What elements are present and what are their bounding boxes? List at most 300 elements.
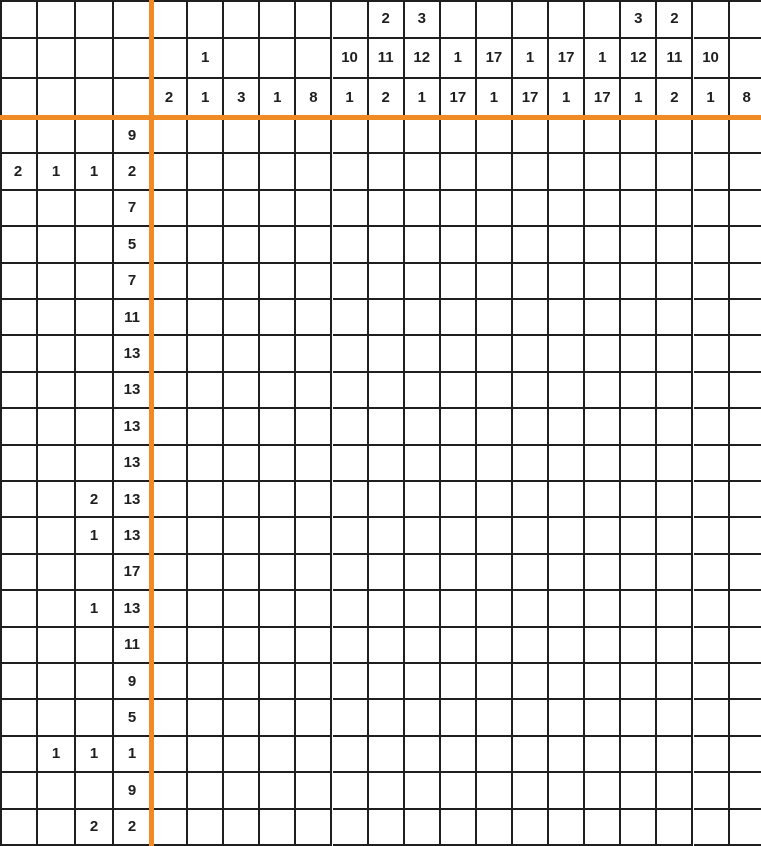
grid-cell[interactable]: [513, 700, 549, 736]
grid-cell[interactable]: [585, 336, 621, 372]
grid-cell[interactable]: [405, 409, 441, 445]
grid-cell[interactable]: [369, 773, 405, 809]
grid-cell[interactable]: [621, 300, 657, 336]
grid-cell[interactable]: [549, 591, 585, 627]
grid-cell[interactable]: [621, 664, 657, 700]
grid-cell[interactable]: [549, 700, 585, 736]
grid-cell[interactable]: [260, 518, 296, 554]
grid-cell[interactable]: [405, 664, 441, 700]
grid-cell[interactable]: [694, 446, 730, 482]
grid-cell[interactable]: [296, 446, 332, 482]
grid-cell[interactable]: [477, 628, 513, 664]
grid-cell[interactable]: [621, 737, 657, 773]
grid-cell[interactable]: [260, 227, 296, 263]
grid-cell[interactable]: [549, 264, 585, 300]
grid-cell[interactable]: [296, 737, 332, 773]
grid-cell[interactable]: [369, 118, 405, 154]
grid-cell[interactable]: [260, 773, 296, 809]
grid-cell[interactable]: [549, 409, 585, 445]
grid-cell[interactable]: [369, 737, 405, 773]
grid-cell[interactable]: [188, 591, 224, 627]
grid-cell[interactable]: [549, 555, 585, 591]
grid-cell[interactable]: [441, 773, 477, 809]
grid-cell[interactable]: [549, 154, 585, 190]
grid-cell[interactable]: [585, 664, 621, 700]
grid-cell[interactable]: [730, 482, 761, 518]
grid-cell[interactable]: [152, 518, 188, 554]
grid-cell[interactable]: [333, 373, 369, 409]
grid-cell[interactable]: [224, 336, 260, 372]
grid-cell[interactable]: [694, 300, 730, 336]
grid-cell[interactable]: [477, 336, 513, 372]
grid-cell[interactable]: [477, 446, 513, 482]
grid-cell[interactable]: [224, 118, 260, 154]
grid-cell[interactable]: [224, 628, 260, 664]
grid-cell[interactable]: [369, 191, 405, 227]
grid-cell[interactable]: [296, 700, 332, 736]
grid-cell[interactable]: [585, 409, 621, 445]
grid-cell[interactable]: [260, 300, 296, 336]
grid-cell[interactable]: [657, 591, 693, 627]
grid-cell[interactable]: [657, 482, 693, 518]
grid-cell[interactable]: [585, 154, 621, 190]
grid-cell[interactable]: [296, 373, 332, 409]
grid-cell[interactable]: [224, 518, 260, 554]
grid-cell[interactable]: [296, 300, 332, 336]
grid-cell[interactable]: [513, 810, 549, 846]
grid-cell[interactable]: [224, 154, 260, 190]
grid-cell[interactable]: [296, 264, 332, 300]
grid-cell[interactable]: [730, 591, 761, 627]
grid-cell[interactable]: [657, 373, 693, 409]
grid-cell[interactable]: [694, 773, 730, 809]
grid-cell[interactable]: [369, 628, 405, 664]
grid-cell[interactable]: [549, 336, 585, 372]
grid-cell[interactable]: [152, 300, 188, 336]
grid-cell[interactable]: [549, 300, 585, 336]
grid-cell[interactable]: [333, 191, 369, 227]
grid-cell[interactable]: [549, 373, 585, 409]
grid-cell[interactable]: [657, 446, 693, 482]
grid-cell[interactable]: [549, 191, 585, 227]
grid-cell[interactable]: [694, 191, 730, 227]
grid-cell[interactable]: [296, 154, 332, 190]
grid-cell[interactable]: [477, 810, 513, 846]
grid-cell[interactable]: [260, 628, 296, 664]
grid-cell[interactable]: [369, 482, 405, 518]
grid-cell[interactable]: [152, 264, 188, 300]
grid-cell[interactable]: [621, 773, 657, 809]
grid-cell[interactable]: [657, 300, 693, 336]
grid-cell[interactable]: [405, 154, 441, 190]
grid-cell[interactable]: [585, 191, 621, 227]
grid-cell[interactable]: [224, 700, 260, 736]
grid-cell[interactable]: [188, 446, 224, 482]
grid-cell[interactable]: [333, 118, 369, 154]
grid-cell[interactable]: [224, 409, 260, 445]
grid-cell[interactable]: [188, 191, 224, 227]
grid-cell[interactable]: [152, 191, 188, 227]
grid-cell[interactable]: [730, 664, 761, 700]
grid-cell[interactable]: [549, 118, 585, 154]
grid-cell[interactable]: [188, 482, 224, 518]
grid-cell[interactable]: [730, 518, 761, 554]
grid-cell[interactable]: [657, 191, 693, 227]
grid-cell[interactable]: [694, 591, 730, 627]
grid-cell[interactable]: [549, 810, 585, 846]
grid-cell[interactable]: [549, 482, 585, 518]
grid-cell[interactable]: [694, 118, 730, 154]
grid-cell[interactable]: [333, 628, 369, 664]
grid-cell[interactable]: [405, 555, 441, 591]
grid-cell[interactable]: [441, 737, 477, 773]
grid-cell[interactable]: [188, 555, 224, 591]
grid-cell[interactable]: [333, 664, 369, 700]
grid-cell[interactable]: [513, 191, 549, 227]
grid-cell[interactable]: [405, 300, 441, 336]
grid-cell[interactable]: [152, 482, 188, 518]
grid-cell[interactable]: [549, 737, 585, 773]
grid-cell[interactable]: [730, 300, 761, 336]
grid-cell[interactable]: [296, 773, 332, 809]
grid-cell[interactable]: [657, 154, 693, 190]
grid-cell[interactable]: [333, 154, 369, 190]
grid-cell[interactable]: [477, 700, 513, 736]
grid-cell[interactable]: [152, 700, 188, 736]
grid-cell[interactable]: [296, 409, 332, 445]
grid-cell[interactable]: [694, 264, 730, 300]
grid-cell[interactable]: [333, 409, 369, 445]
grid-cell[interactable]: [405, 628, 441, 664]
grid-cell[interactable]: [694, 737, 730, 773]
grid-cell[interactable]: [260, 154, 296, 190]
grid-cell[interactable]: [657, 664, 693, 700]
grid-cell[interactable]: [621, 118, 657, 154]
grid-cell[interactable]: [694, 700, 730, 736]
grid-cell[interactable]: [730, 154, 761, 190]
grid-cell[interactable]: [152, 628, 188, 664]
grid-cell[interactable]: [224, 591, 260, 627]
grid-cell[interactable]: [477, 737, 513, 773]
grid-cell[interactable]: [477, 264, 513, 300]
grid-cell[interactable]: [333, 591, 369, 627]
grid-cell[interactable]: [477, 373, 513, 409]
grid-cell[interactable]: [260, 336, 296, 372]
grid-cell[interactable]: [260, 191, 296, 227]
grid-cell[interactable]: [621, 446, 657, 482]
grid-cell[interactable]: [513, 264, 549, 300]
grid-cell[interactable]: [333, 227, 369, 263]
grid-cell[interactable]: [441, 154, 477, 190]
grid-cell[interactable]: [621, 518, 657, 554]
grid-cell[interactable]: [224, 446, 260, 482]
grid-cell[interactable]: [333, 810, 369, 846]
grid-cell[interactable]: [477, 227, 513, 263]
grid-cell[interactable]: [657, 336, 693, 372]
grid-cell[interactable]: [730, 446, 761, 482]
grid-cell[interactable]: [405, 773, 441, 809]
grid-cell[interactable]: [188, 373, 224, 409]
grid-cell[interactable]: [585, 518, 621, 554]
grid-cell[interactable]: [477, 409, 513, 445]
grid-cell[interactable]: [296, 227, 332, 263]
grid-cell[interactable]: [188, 664, 224, 700]
grid-cell[interactable]: [730, 118, 761, 154]
grid-cell[interactable]: [657, 518, 693, 554]
grid-cell[interactable]: [333, 300, 369, 336]
grid-cell[interactable]: [333, 555, 369, 591]
grid-cell[interactable]: [260, 264, 296, 300]
grid-cell[interactable]: [513, 555, 549, 591]
grid-cell[interactable]: [441, 482, 477, 518]
grid-cell[interactable]: [730, 227, 761, 263]
grid-cell[interactable]: [441, 373, 477, 409]
grid-cell[interactable]: [585, 628, 621, 664]
grid-cell[interactable]: [513, 227, 549, 263]
grid-cell[interactable]: [694, 336, 730, 372]
grid-cell[interactable]: [477, 300, 513, 336]
grid-cell[interactable]: [188, 628, 224, 664]
grid-cell[interactable]: [513, 628, 549, 664]
grid-cell[interactable]: [333, 446, 369, 482]
grid-cell[interactable]: [585, 810, 621, 846]
grid-cell[interactable]: [405, 810, 441, 846]
grid-cell[interactable]: [296, 664, 332, 700]
grid-cell[interactable]: [477, 154, 513, 190]
grid-cell[interactable]: [188, 336, 224, 372]
grid-cell[interactable]: [621, 555, 657, 591]
grid-cell[interactable]: [513, 336, 549, 372]
grid-cell[interactable]: [152, 373, 188, 409]
grid-cell[interactable]: [477, 773, 513, 809]
grid-cell[interactable]: [188, 700, 224, 736]
grid-cell[interactable]: [152, 773, 188, 809]
grid-cell[interactable]: [405, 518, 441, 554]
grid-cell[interactable]: [405, 700, 441, 736]
grid-cell[interactable]: [694, 482, 730, 518]
grid-cell[interactable]: [513, 664, 549, 700]
grid-cell[interactable]: [260, 555, 296, 591]
grid-cell[interactable]: [369, 700, 405, 736]
grid-cell[interactable]: [585, 482, 621, 518]
grid-cell[interactable]: [441, 264, 477, 300]
grid-cell[interactable]: [333, 336, 369, 372]
grid-cell[interactable]: [224, 300, 260, 336]
grid-cell[interactable]: [333, 773, 369, 809]
grid-cell[interactable]: [730, 409, 761, 445]
grid-cell[interactable]: [369, 373, 405, 409]
grid-cell[interactable]: [694, 518, 730, 554]
grid-cell[interactable]: [224, 227, 260, 263]
grid-cell[interactable]: [152, 737, 188, 773]
grid-cell[interactable]: [730, 810, 761, 846]
grid-cell[interactable]: [260, 373, 296, 409]
grid-cell[interactable]: [694, 154, 730, 190]
grid-cell[interactable]: [585, 373, 621, 409]
grid-cell[interactable]: [621, 336, 657, 372]
grid-cell[interactable]: [513, 154, 549, 190]
grid-cell[interactable]: [369, 264, 405, 300]
grid-cell[interactable]: [730, 628, 761, 664]
grid-cell[interactable]: [260, 664, 296, 700]
grid-cell[interactable]: [152, 336, 188, 372]
grid-cell[interactable]: [224, 737, 260, 773]
grid-cell[interactable]: [621, 628, 657, 664]
grid-cell[interactable]: [152, 446, 188, 482]
grid-cell[interactable]: [549, 664, 585, 700]
grid-cell[interactable]: [405, 373, 441, 409]
grid-cell[interactable]: [585, 700, 621, 736]
grid-cell[interactable]: [513, 773, 549, 809]
grid-cell[interactable]: [333, 737, 369, 773]
grid-cell[interactable]: [513, 409, 549, 445]
grid-cell[interactable]: [657, 118, 693, 154]
grid-cell[interactable]: [333, 482, 369, 518]
grid-cell[interactable]: [369, 300, 405, 336]
grid-cell[interactable]: [405, 591, 441, 627]
grid-cell[interactable]: [369, 409, 405, 445]
grid-cell[interactable]: [477, 555, 513, 591]
grid-cell[interactable]: [730, 737, 761, 773]
grid-cell[interactable]: [260, 118, 296, 154]
grid-cell[interactable]: [657, 700, 693, 736]
grid-cell[interactable]: [585, 555, 621, 591]
grid-cell[interactable]: [152, 810, 188, 846]
grid-cell[interactable]: [621, 591, 657, 627]
grid-cell[interactable]: [188, 264, 224, 300]
grid-cell[interactable]: [585, 227, 621, 263]
grid-cell[interactable]: [441, 518, 477, 554]
grid-cell[interactable]: [188, 409, 224, 445]
grid-cell[interactable]: [585, 773, 621, 809]
grid-cell[interactable]: [657, 773, 693, 809]
grid-cell[interactable]: [152, 227, 188, 263]
grid-cell[interactable]: [369, 810, 405, 846]
grid-cell[interactable]: [621, 227, 657, 263]
grid-cell[interactable]: [657, 737, 693, 773]
grid-cell[interactable]: [260, 409, 296, 445]
grid-cell[interactable]: [369, 154, 405, 190]
grid-cell[interactable]: [405, 446, 441, 482]
grid-cell[interactable]: [405, 118, 441, 154]
grid-cell[interactable]: [730, 773, 761, 809]
grid-cell[interactable]: [730, 373, 761, 409]
grid-cell[interactable]: [369, 555, 405, 591]
grid-cell[interactable]: [296, 518, 332, 554]
grid-cell[interactable]: [369, 664, 405, 700]
grid-cell[interactable]: [441, 191, 477, 227]
grid-cell[interactable]: [441, 810, 477, 846]
grid-cell[interactable]: [549, 518, 585, 554]
grid-cell[interactable]: [260, 810, 296, 846]
grid-cell[interactable]: [621, 154, 657, 190]
grid-cell[interactable]: [296, 482, 332, 518]
grid-cell[interactable]: [585, 591, 621, 627]
grid-cell[interactable]: [694, 810, 730, 846]
grid-cell[interactable]: [441, 300, 477, 336]
grid-cell[interactable]: [441, 555, 477, 591]
grid-cell[interactable]: [188, 154, 224, 190]
grid-cell[interactable]: [296, 191, 332, 227]
grid-cell[interactable]: [224, 810, 260, 846]
grid-cell[interactable]: [369, 591, 405, 627]
grid-cell[interactable]: [477, 518, 513, 554]
grid-cell[interactable]: [549, 773, 585, 809]
grid-cell[interactable]: [477, 118, 513, 154]
grid-cell[interactable]: [477, 664, 513, 700]
grid-cell[interactable]: [224, 191, 260, 227]
grid-cell[interactable]: [549, 446, 585, 482]
grid-cell[interactable]: [405, 482, 441, 518]
grid-cell[interactable]: [369, 336, 405, 372]
grid-cell[interactable]: [694, 409, 730, 445]
grid-cell[interactable]: [694, 664, 730, 700]
grid-cell[interactable]: [152, 154, 188, 190]
grid-cell[interactable]: [730, 191, 761, 227]
grid-cell[interactable]: [441, 409, 477, 445]
grid-cell[interactable]: [333, 700, 369, 736]
grid-cell[interactable]: [405, 336, 441, 372]
grid-cell[interactable]: [224, 664, 260, 700]
grid-cell[interactable]: [188, 810, 224, 846]
grid-cell[interactable]: [224, 555, 260, 591]
grid-cell[interactable]: [369, 518, 405, 554]
grid-cell[interactable]: [260, 482, 296, 518]
grid-cell[interactable]: [405, 264, 441, 300]
grid-cell[interactable]: [730, 336, 761, 372]
grid-cell[interactable]: [621, 373, 657, 409]
grid-cell[interactable]: [296, 628, 332, 664]
grid-cell[interactable]: [477, 191, 513, 227]
grid-cell[interactable]: [296, 810, 332, 846]
grid-cell[interactable]: [260, 737, 296, 773]
grid-cell[interactable]: [513, 446, 549, 482]
grid-cell[interactable]: [513, 300, 549, 336]
grid-cell[interactable]: [296, 591, 332, 627]
grid-cell[interactable]: [224, 264, 260, 300]
grid-cell[interactable]: [549, 628, 585, 664]
grid-cell[interactable]: [657, 227, 693, 263]
grid-cell[interactable]: [188, 227, 224, 263]
grid-cell[interactable]: [694, 373, 730, 409]
grid-cell[interactable]: [657, 409, 693, 445]
grid-cell[interactable]: [369, 227, 405, 263]
grid-cell[interactable]: [296, 336, 332, 372]
grid-cell[interactable]: [657, 555, 693, 591]
grid-cell[interactable]: [585, 446, 621, 482]
grid-cell[interactable]: [333, 264, 369, 300]
grid-cell[interactable]: [621, 482, 657, 518]
grid-cell[interactable]: [657, 264, 693, 300]
grid-cell[interactable]: [152, 409, 188, 445]
grid-cell[interactable]: [730, 555, 761, 591]
grid-cell[interactable]: [152, 555, 188, 591]
grid-cell[interactable]: [585, 118, 621, 154]
grid-cell[interactable]: [694, 227, 730, 263]
grid-cell[interactable]: [621, 264, 657, 300]
grid-cell[interactable]: [441, 118, 477, 154]
grid-cell[interactable]: [477, 591, 513, 627]
grid-cell[interactable]: [621, 191, 657, 227]
grid-cell[interactable]: [188, 118, 224, 154]
grid-cell[interactable]: [441, 446, 477, 482]
grid-cell[interactable]: [369, 446, 405, 482]
grid-cell[interactable]: [224, 482, 260, 518]
grid-cell[interactable]: [441, 700, 477, 736]
grid-cell[interactable]: [730, 264, 761, 300]
grid-cell[interactable]: [441, 591, 477, 627]
grid-cell[interactable]: [621, 810, 657, 846]
